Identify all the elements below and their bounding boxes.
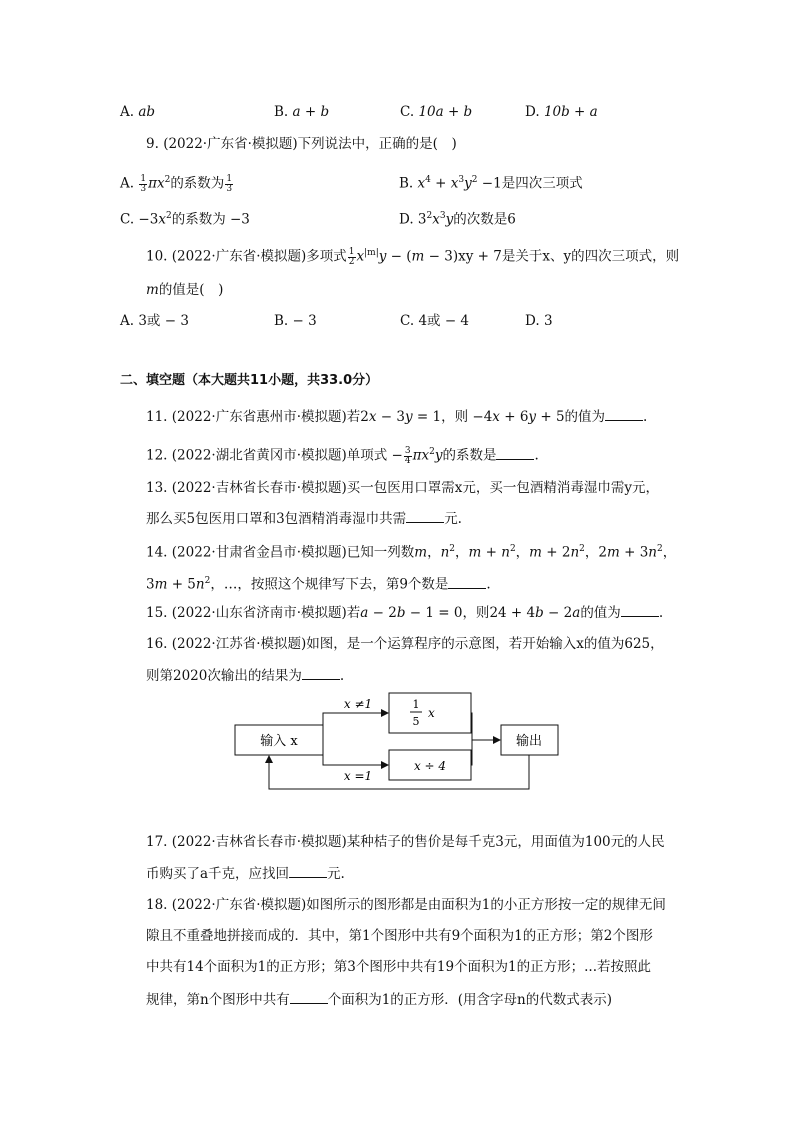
answer-blank[interactable] bbox=[406, 508, 444, 523]
q18-line1: 18. (2022·广东省·模拟题)如图所示的图形都是由面积为1的小正方形按一定的规律无间 bbox=[146, 897, 666, 913]
q14-line1: 14. (2022·甘肃省金昌市·模拟题)已知一列数m，$n^2$，$m + n^2$，$m + 2n^2$，$2m + 3n^2$， bbox=[146, 544, 677, 561]
box-top-den: 5 bbox=[412, 715, 420, 728]
input-label: 输入 x bbox=[260, 734, 298, 749]
flowchart bbox=[225, 688, 565, 796]
q14-line2: $3m + 5n^2$，…，按照这个规律写下去，第9个数是 . bbox=[146, 571, 491, 595]
q8-option-b: B. a + b bbox=[274, 104, 330, 120]
cond-top: x ≠1 bbox=[343, 697, 373, 711]
q10-stem: 10. (2022·广东省·模拟题)多项式 $\frac{1}{2}$ $x^{|m|}y - (m - 3)xy + 7$是关于x、y的四次三项式，则 bbox=[146, 246, 680, 267]
answer-blank[interactable] bbox=[290, 989, 328, 1004]
q18-line3: 中共有14个面积为1的正方形；第3个图形中共有19个面积为1的正方形；...若按照此 bbox=[146, 959, 651, 975]
answer-blank[interactable] bbox=[302, 665, 340, 680]
q9-option-d: D. $3^2x^3y$的次数是6 bbox=[399, 211, 516, 228]
q9-option-a: A. $\frac{1}{3}$ $\pi x^2$的系数为 $\frac{1}{3}$ bbox=[120, 173, 233, 194]
box-top-num: 1 bbox=[412, 698, 420, 711]
q8-option-c: C. 10a + b bbox=[400, 104, 473, 120]
q18-line2: 隙且不重叠地拼接而成的．其中，第1个图形中共有9个面积为1的正方形；第2个图形 bbox=[146, 928, 653, 944]
q11: 11. (2022·广东省惠州市·模拟题)若2x − 3y = 1，则 −4x + 6y + 5的值为 . bbox=[146, 406, 647, 427]
q10-option-c: C. 4或 − 4 bbox=[400, 313, 470, 329]
box-top-var: x bbox=[428, 706, 435, 720]
q17-line2: 币购买了a千克，应找回 元. bbox=[146, 863, 345, 884]
q8-option-d: D. 10b + a bbox=[525, 104, 598, 120]
q10-option-b: B. − 3 bbox=[274, 313, 317, 329]
q9-option-b: B. $x^4 + x^3y^2 -1$是四次三项式 bbox=[399, 175, 583, 192]
q15: 15. (2022·山东省济南市·模拟题)若a − 2b − 1 = 0，则24 + 4b − 2a的值为 . bbox=[146, 602, 663, 623]
cond-bottom: x =1 bbox=[343, 769, 373, 783]
q13-line1: 13. (2022·吉林省长春市·模拟题)买一包医用口罩需x元，买一包酒精消毒湿巾需y元， bbox=[146, 480, 660, 496]
q10-stem-cont: m的值是( ) bbox=[146, 282, 224, 298]
q17-line1: 17. (2022·吉林省长春市·模拟题)某种桔子的售价是每千克3元，用面值为100元的人民 bbox=[146, 834, 665, 850]
q16-line2: 则第2020次输出的结果为 . bbox=[146, 665, 344, 686]
q8-option-a: A. ab bbox=[120, 104, 156, 120]
q13-line2: 那么买5包医用口罩和3包酒精消毒湿巾共需 元. bbox=[146, 508, 462, 529]
q10-option-d: D. 3 bbox=[525, 313, 553, 329]
q10-option-a: A. 3或 − 3 bbox=[120, 313, 189, 329]
answer-blank[interactable] bbox=[605, 406, 643, 421]
q12: 12. (2022·湖北省黄冈市·模拟题)单项式 − $\frac{3}{4}$ $\pi x^2y$的系数是 . bbox=[146, 445, 539, 466]
q18-line4: 规律，第n个图形中共有 个面积为1的正方形．(用含字母n的代数式表示) bbox=[146, 989, 612, 1010]
section-title: 二、填空题（本大题共11小题，共33.0分） bbox=[120, 373, 379, 388]
box-bottom-label: x ÷ 4 bbox=[413, 759, 447, 773]
q9-option-c: C. $-3x^2$的系数为 −3 bbox=[120, 211, 250, 228]
answer-blank[interactable] bbox=[496, 445, 534, 460]
q16-line1: 16. (2022·江苏省·模拟题)如图，是一个运算程序的示意图，若开始输入x的值为625， bbox=[146, 636, 664, 652]
q9-stem: 9. (2022·广东省·模拟题)下列说法中，正确的是( ) bbox=[146, 136, 457, 152]
answer-blank[interactable] bbox=[621, 602, 659, 617]
output-label: 输出 bbox=[515, 734, 543, 749]
answer-blank[interactable] bbox=[448, 574, 486, 589]
answer-blank[interactable] bbox=[289, 863, 327, 878]
